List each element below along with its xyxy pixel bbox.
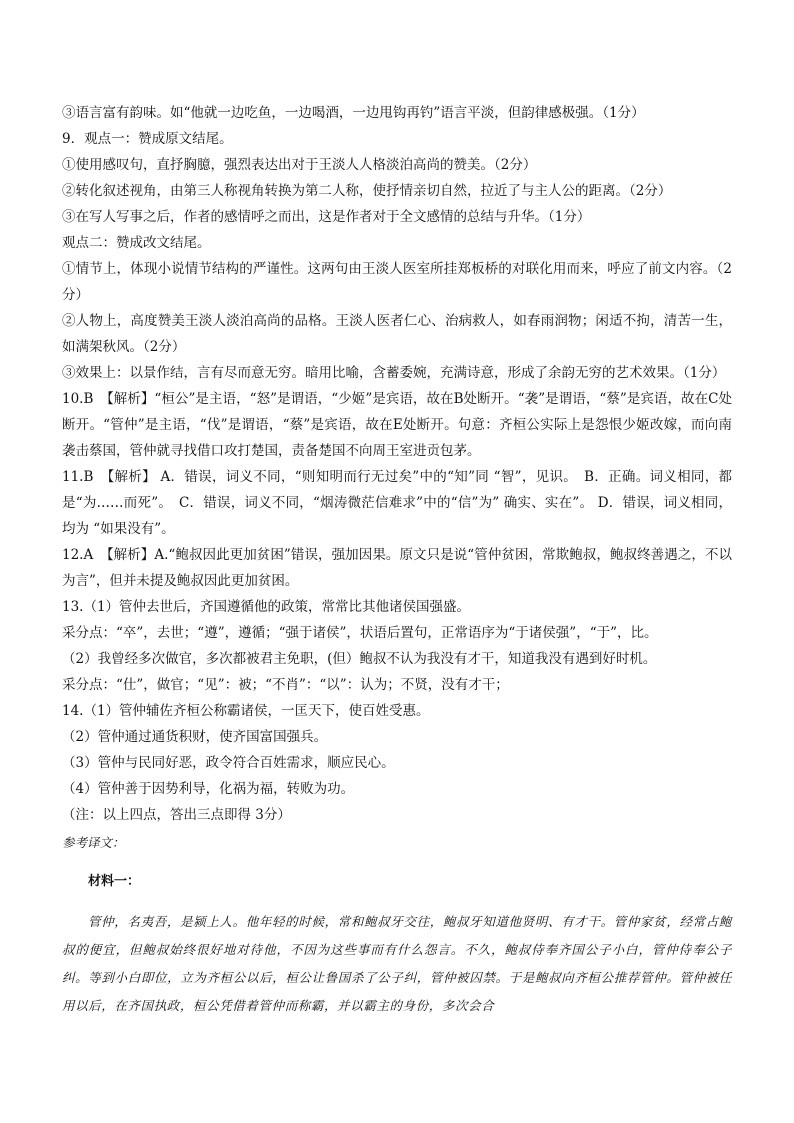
reference-title: 参考译文： bbox=[62, 835, 125, 850]
answer-13-1: 13.（1）管仲去世后，齐国遵循他的政策，常常比其他诸侯国强盛。 bbox=[62, 599, 471, 615]
scoring-13-1: 采分点：“卒”，去世；“遵”，遵循；“强于诸侯”，状语后置句，正常语序为“于诸侯强”，“于”，比。 bbox=[62, 625, 658, 641]
answer-13-2: （2）我曾经多次做官，多次都被君主免职，(但）鲍叔不认为我没有才干，知道我没有遇到好时机。 bbox=[62, 651, 657, 667]
text-line-3: ①使用感叹句，直抒胸臆，强烈表达出对于王淡人人格淡泊高尚的赞美。（2分） bbox=[62, 157, 537, 173]
answer-12: 12.A 【解析】A.“鲍叔因此更加贫困”错误，强加因果。原文只是说“管仲贫困，常欺鲍叔，鲍叔终善遇之，不以为言”，但并未提及鲍叔因此更加贫困。 bbox=[62, 547, 732, 589]
reference-body: 管仲，名夷吾，是颍上人。他年轻的时候，常和鲍叔牙交往，鲍叔牙知道他贤明、有才干。管仲家贫，经常占鲍叔的便宜，但鲍叔始终很好地对待他，不因为这些事而有什么怨言。不久，鲍叔侍奉齐国公子小白，管仲侍奉公子纠。等到小白即位，立为齐桓公以后，桓公让鲁国杀了公子纠，管仲被囚禁。于是鲍叔向齐桓公推荐管仲。管仲被任用以后，在齐国执政，桓公凭借着管仲而称霸，并以霸主的身份，多次会合 bbox=[62, 913, 732, 1013]
answer-14-1: 14.（1）管仲辅佐齐桓公称霸诸侯，一匡天下，使百姓受惠。 bbox=[62, 703, 430, 719]
text-line-5: ③在写人写事之后，作者的感情呼之而出，这是作者对于全文感情的总结与升华。（1分） bbox=[62, 209, 591, 225]
document-page bbox=[62, 100, 732, 1032]
text-line-8: ②人物上，高度赞美王淡人淡泊高尚的品格。王淡人医者仁心、治病救人，如春雨润物；闲适不拘，清苦一生，如满架秋风。（2分） bbox=[62, 313, 732, 355]
answer-10: 10.B 【解析】“桓公”是主语，“怒”是谓语，“少姬”是宾语，故在B处断开。“袭”是谓语，“蔡”是宾语，故在C处断开。“管仲”是主语，“伐”是谓语，“蔡”是宾语，故在E处断开。句意：齐桓公实际上是怨恨少姬改嫁，而向南袭击蔡国，管仲就寻找借口攻打楚国，责备楚国不向周王室进贡包茅。 bbox=[62, 391, 732, 459]
answer-14-note: （注：以上四点，答出三点即得 3分） bbox=[62, 807, 291, 823]
answer-14-3: （3）管仲与民同好恶，政令符合百姓需求，顺应民心。 bbox=[62, 755, 395, 771]
answer-14-2: （2）管仲通过通货积财，使齐国富国强兵。 bbox=[62, 729, 328, 745]
text-line-4: ②转化叙述视角，由第三人称视角转换为第二人称，使抒情亲切自然，拉近了与主人公的距离。（2分） bbox=[62, 183, 672, 199]
text-line-1: ③语言富有韵味。如“他就一边吃鱼，一边喝酒，一边甩钩再钓”语言平淡，但韵律感极强。（1分） bbox=[62, 105, 645, 121]
text-line-7: ①情节上，体现小说情节结构的严谨性。这两句由王淡人医室所挂郑板桥的对联化用而来，呼应了前文内容。（2分） bbox=[62, 261, 732, 303]
reference-subtitle: 材料一： bbox=[88, 873, 141, 889]
text-line-2: 9．观点一：赞成原文结尾。 bbox=[62, 131, 233, 147]
answer-11: 11.B 【解析】 A．错误，词义不同，“则知明而行无过矣”中的“知”同 “智”，见识。 B．正确。词义相同，都是“为……而死”。 C．错误，词义不同，“烟涛微茫信难求”中的“信”为” 确实、实在”。 D．错误，词义相同，均为 “如果没有”。 bbox=[62, 469, 732, 537]
text-line-6: 观点二：赞成改文结尾。 bbox=[62, 235, 211, 251]
answer-14-4: （4）管仲善于因势利导，化祸为福，转败为功。 bbox=[62, 781, 355, 797]
scoring-13-2: 采分点：“仕”，做官；“见”：被；“不肖”：“以”：认为；不贤，没有才干； bbox=[62, 677, 509, 693]
text-line-9: ③效果上：以景作结，言有尽而意无穷。暗用比喻，含蓄委婉，充满诗意，形成了余韵无穷的艺术效果。（1分） bbox=[62, 365, 726, 381]
